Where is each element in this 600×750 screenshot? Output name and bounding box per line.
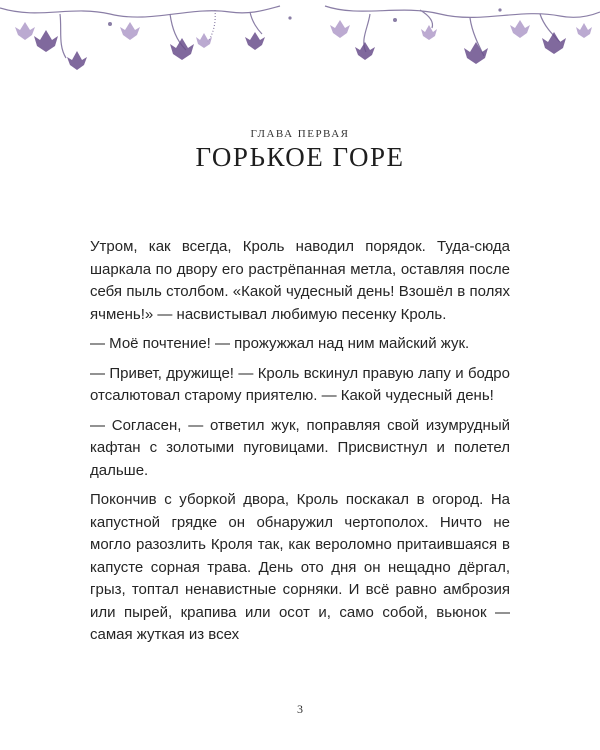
paragraph: — Привет, дружище! — Кроль вскинул правую лапу и бодро отсалютовал старому приятелю. — Какой чудесный день! — [90, 364, 510, 404]
paragraph: — Моё почтение! — прожужжал над ним майский жук. — [90, 335, 470, 352]
floral-vine-decoration — [0, 0, 600, 80]
page-number: 3 — [297, 702, 303, 716]
chapter-label: ГЛАВА ПЕРВАЯ — [250, 128, 350, 140]
paragraph: Утром, как всегда, Кроль наводил порядок. Туда-сюда шаркала по двору его растрёпанная метла, оставляя после себя пыль столбом. «Какой чудесный день! Взошёл в полях ячмень!» — насвистывал любимую песенку Кроль. — [90, 238, 510, 323]
paragraph: Покончив с уборкой двора, Кроль поскакал в огород. На капустной грядке он обнаружил чертополох. Ничто не могло разозлить Кроля так, как вероломно притаившаяся в капусте сорная трава. День ото дня он нещадно дёргал, грыз, топтал ненавистные сорняки. И всё равно амброзия или пырей, крапива или осот и, само собой, вьюнок — самая жуткая из всех — [90, 491, 510, 643]
chapter-title: ГОРЬКОЕ ГОРЕ — [195, 142, 405, 172]
paragraph: — Согласен, — ответил жук, поправляя свой изумрудный кафтан с золотыми пуговицами. Присвистнул и полетел дальше. — [90, 416, 510, 479]
chapter-body — [90, 236, 510, 647]
